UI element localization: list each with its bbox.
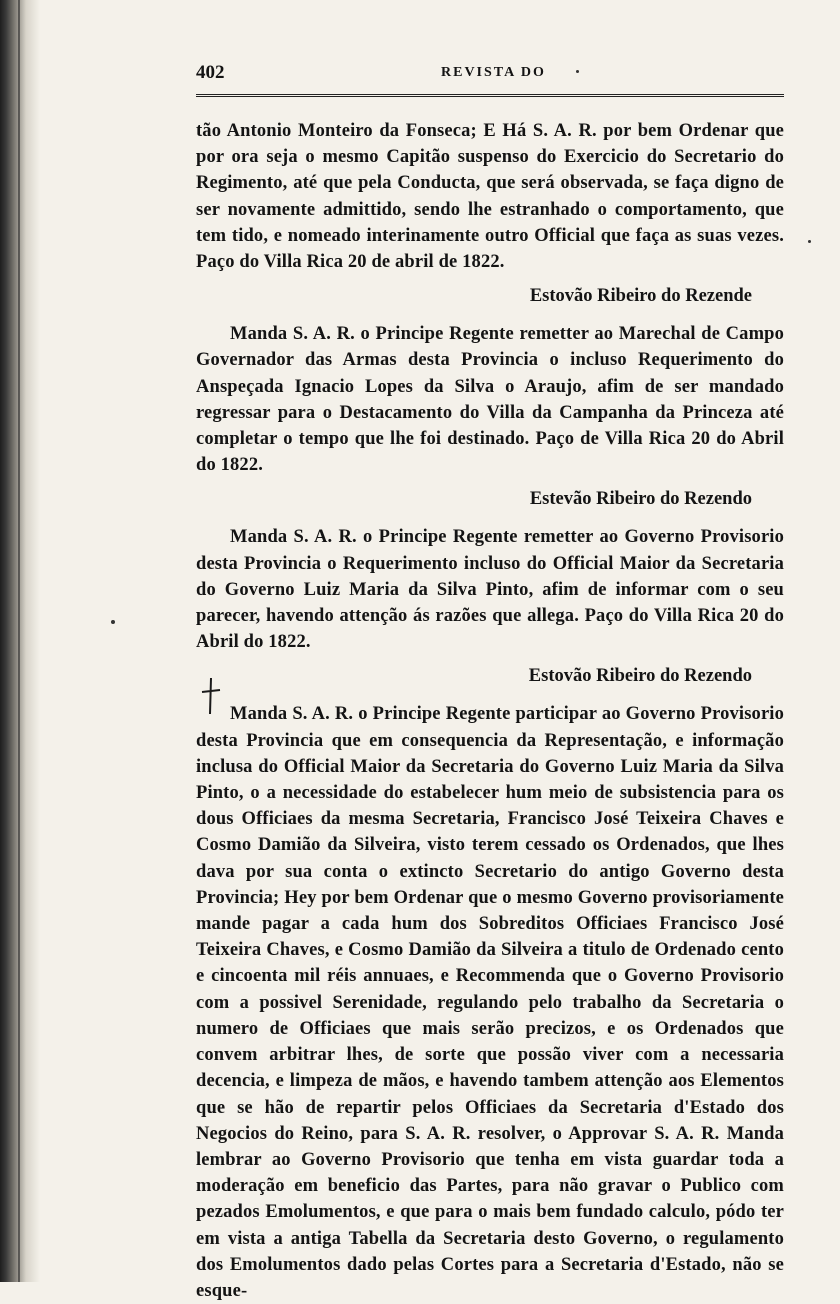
- paper-speck: [576, 70, 579, 73]
- paper-speck: [808, 240, 811, 243]
- decree-paragraph-1: tão Antonio Monteiro da Fonseca; E Há S. A. R. por bem Ordenar que por ora seja o mesmo Capitão suspenso do Exercicio do Secretario do Regimento, até que pela Conducta, que será observada, se faça digno de ser novamente admittido, sendo lhe estranhado o comportamento, que tem tido, e nomeado interinamente outro Official que faça as suas vezes. Paço do Villa Rica 20 de abril de 1822.: [196, 121, 784, 273]
- page-header: [196, 62, 786, 92]
- paper-speck: [111, 620, 115, 624]
- header-rule: [196, 94, 784, 97]
- signature-1: Estovão Ribeiro do Rezende: [529, 286, 752, 307]
- signature-2: Estevão Ribeiro do Rezendo: [529, 489, 752, 510]
- decree-paragraph-4: Manda S. A. R. o Principe Regente participar ao Governo Provisorio desta Provincia que em consequencia da Representação, e informação inclusa do Official Maior da Secretaria do Governo Luiz Maria da Silva Pinto, o a necessidade do estabelecer hum meio de subsistencia para os dous Officiaes da mesma Secretaria, Francisco José Teixeira Chaves e Cosmo Damião da Silveira, visto terem cessado os Ordenados, que lhes dava por sua conta o extincto Secretario do antigo Governo desta Provincia; Hey por bem Ordenar que o mesmo Governo provisoriamente mande pagar a cada hum dos Sobreditos Officiaes Francisco José Teixeira Chaves, e Cosmo Damião da Silveira a titulo de Ordenado cento e cincoenta mil réis annuaes, e Recommenda que o Governo Provisorio com a possivel Serenidade, regulando pelo trabalho da Secretaria o numero de Officiaes que mais serão precizos, e os Ordenados que convem arbitrar lhes, de sorte que possão viver com a necessaria decencia, e limpeza de mãos, e havendo tambem attenção aos Elementos que se hão de repartir pelos Officiaes da Secretaria d'Estado dos Negocios do Reino, para S. A. R. resolver, o Approvar S. A. R. Manda lembrar ao Governo Provisorio que tenha em vista guardar toda a moderação em beneficio das Partes, para não gravar o Publico com pezados Emolumentos, e que para o mais bem fundado calculo, pódo ter em vista a antiga Tabella da Secretaria desto Governo, o regulamento dos Emolumentos dado pelas Cortes para a Secretaria d'Estado, não se esque-: [196, 704, 784, 1301]
- page-number: 402: [196, 62, 225, 83]
- page-body: [196, 118, 784, 1304]
- decree-paragraph-3: Manda S. A. R. o Principe Regente remetter ao Governo Provisorio desta Provincia o Requerimento incluso do Official Maior da Secretaria do Governo Luiz Maria da Silva Pinto, afim de informar com o seu parecer, havendo attenção ás razões que allega. Paço do Villa Rica 20 do Abril do 1822.: [196, 527, 784, 653]
- running-title: REVISTA DO: [441, 65, 546, 80]
- decree-paragraph-2: Manda S. A. R. o Principe Regente remetter ao Marechal de Campo Governador das Armas desta Provincia o incluso Requerimento do Anspeçada Ignacio Lopes da Silva o Araujo, afim de ser mandado regressar para o Destacamento do Villa da Campanha da Princeza até completar o tempo que lhe foi destinado. Paço de Villa Rica 20 do Abril do 1822.: [196, 324, 784, 476]
- book-binding-edge: [0, 0, 40, 1282]
- signature-3: Estovão Ribeiro do Rezendo: [528, 666, 752, 687]
